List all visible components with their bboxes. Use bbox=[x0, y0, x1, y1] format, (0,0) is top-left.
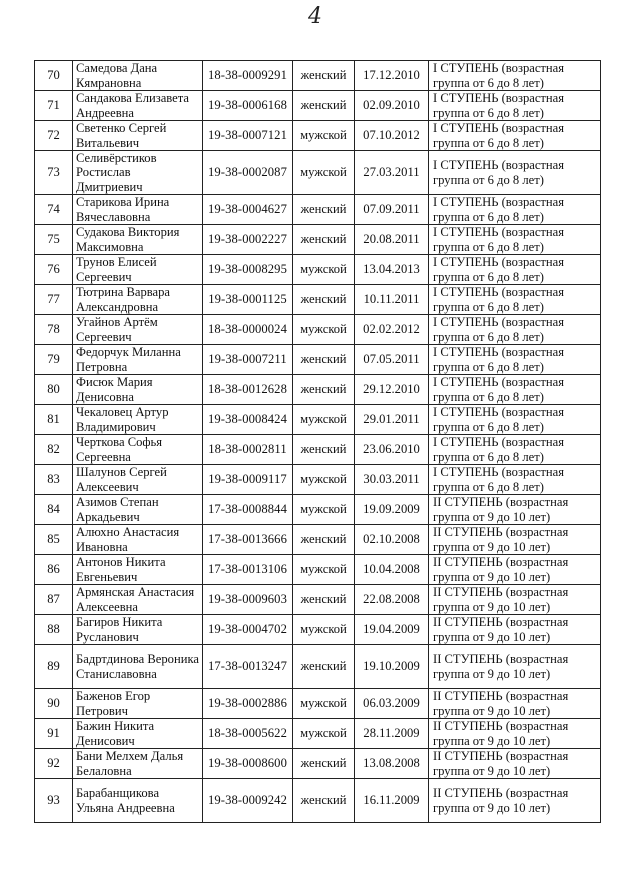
row-number-cell: 89 bbox=[35, 645, 73, 689]
table-row bbox=[35, 151, 601, 195]
gto-level-cell: II СТУПЕНЬ (возрастная группа от 9 до 10 лет) bbox=[429, 585, 601, 615]
gender-cell: женский bbox=[293, 645, 355, 689]
gender-cell: женский bbox=[293, 345, 355, 375]
row-number-cell: 71 bbox=[35, 91, 73, 121]
row-number-cell: 84 bbox=[35, 495, 73, 525]
participant-id-cell: 19-38-0007211 bbox=[203, 345, 293, 375]
row-number-cell: 91 bbox=[35, 719, 73, 749]
row-number-cell: 76 bbox=[35, 255, 73, 285]
participant-id-cell: 17-38-0013247 bbox=[203, 645, 293, 689]
participant-id-cell: 18-38-0005622 bbox=[203, 719, 293, 749]
full-name-cell: Селивёрстиков Ростислав Дмитриевич bbox=[73, 151, 203, 195]
participant-id-cell: 18-38-0002811 bbox=[203, 435, 293, 465]
gto-level-cell: I СТУПЕНЬ (возрастная группа от 6 до 8 лет) bbox=[429, 315, 601, 345]
gender-cell: женский bbox=[293, 195, 355, 225]
table-row bbox=[35, 285, 601, 315]
birth-date-cell: 23.06.2010 bbox=[355, 435, 429, 465]
row-number-cell: 77 bbox=[35, 285, 73, 315]
gto-level-cell: I СТУПЕНЬ (возрастная группа от 6 до 8 лет) bbox=[429, 225, 601, 255]
table-row bbox=[35, 585, 601, 615]
gender-cell: женский bbox=[293, 749, 355, 779]
gender-cell: женский bbox=[293, 779, 355, 823]
participant-id-cell: 19-38-0008600 bbox=[203, 749, 293, 779]
gto-level-cell: I СТУПЕНЬ (возрастная группа от 6 до 8 лет) bbox=[429, 151, 601, 195]
birth-date-cell: 29.01.2011 bbox=[355, 405, 429, 435]
participant-id-cell: 18-38-0012628 bbox=[203, 375, 293, 405]
birth-date-cell: 13.08.2008 bbox=[355, 749, 429, 779]
participant-id-cell: 19-38-0002227 bbox=[203, 225, 293, 255]
gender-cell: мужской bbox=[293, 689, 355, 719]
gender-cell: мужской bbox=[293, 615, 355, 645]
gender-cell: женский bbox=[293, 61, 355, 91]
gto-level-cell: II СТУПЕНЬ (возрастная группа от 9 до 10 лет) bbox=[429, 525, 601, 555]
full-name-cell: Алюхно Анастасия Ивановна bbox=[73, 525, 203, 555]
gto-level-cell: I СТУПЕНЬ (возрастная группа от 6 до 8 лет) bbox=[429, 195, 601, 225]
table-row bbox=[35, 525, 601, 555]
participant-id-cell: 19-38-0002087 bbox=[203, 151, 293, 195]
row-number-cell: 86 bbox=[35, 555, 73, 585]
gto-level-cell: I СТУПЕНЬ (возрастная группа от 6 до 8 лет) bbox=[429, 375, 601, 405]
row-number-cell: 83 bbox=[35, 465, 73, 495]
birth-date-cell: 28.11.2009 bbox=[355, 719, 429, 749]
table-row bbox=[35, 465, 601, 495]
participant-id-cell: 19-38-0008295 bbox=[203, 255, 293, 285]
row-number-cell: 87 bbox=[35, 585, 73, 615]
row-number-cell: 85 bbox=[35, 525, 73, 555]
birth-date-cell: 13.04.2013 bbox=[355, 255, 429, 285]
birth-date-cell: 17.12.2010 bbox=[355, 61, 429, 91]
full-name-cell: Азимов Степан Аркадьевич bbox=[73, 495, 203, 525]
gender-cell: женский bbox=[293, 91, 355, 121]
birth-date-cell: 16.11.2009 bbox=[355, 779, 429, 823]
table-row bbox=[35, 689, 601, 719]
gto-level-cell: I СТУПЕНЬ (возрастная группа от 6 до 8 лет) bbox=[429, 345, 601, 375]
gender-cell: мужской bbox=[293, 555, 355, 585]
participant-id-cell: 19-38-0006168 bbox=[203, 91, 293, 121]
full-name-cell: Бадртдинова Вероника Станиславовна bbox=[73, 645, 203, 689]
table-row bbox=[35, 255, 601, 285]
table-row bbox=[35, 315, 601, 345]
gender-cell: женский bbox=[293, 585, 355, 615]
row-number-cell: 74 bbox=[35, 195, 73, 225]
row-number-cell: 70 bbox=[35, 61, 73, 91]
row-number-cell: 73 bbox=[35, 151, 73, 195]
full-name-cell: Сандакова Елизавета Андреевна bbox=[73, 91, 203, 121]
full-name-cell: Тютрина Варвара Александровна bbox=[73, 285, 203, 315]
birth-date-cell: 02.10.2008 bbox=[355, 525, 429, 555]
participant-id-cell: 17-38-0013666 bbox=[203, 525, 293, 555]
full-name-cell: Светенко Сергей Витальевич bbox=[73, 121, 203, 151]
birth-date-cell: 27.03.2011 bbox=[355, 151, 429, 195]
birth-date-cell: 19.10.2009 bbox=[355, 645, 429, 689]
table-row bbox=[35, 779, 601, 823]
full-name-cell: Бажин Никита Денисович bbox=[73, 719, 203, 749]
participant-id-cell: 19-38-0009242 bbox=[203, 779, 293, 823]
full-name-cell: Багиров Никита Русланович bbox=[73, 615, 203, 645]
table-row bbox=[35, 435, 601, 465]
participant-id-cell: 17-38-0013106 bbox=[203, 555, 293, 585]
table-row bbox=[35, 61, 601, 91]
birth-date-cell: 22.08.2008 bbox=[355, 585, 429, 615]
table-row bbox=[35, 555, 601, 585]
full-name-cell: Федорчук Миланна Петровна bbox=[73, 345, 203, 375]
birth-date-cell: 07.05.2011 bbox=[355, 345, 429, 375]
birth-date-cell: 07.10.2012 bbox=[355, 121, 429, 151]
birth-date-cell: 02.02.2012 bbox=[355, 315, 429, 345]
row-number-cell: 82 bbox=[35, 435, 73, 465]
full-name-cell: Чекаловец Артур Владимирович bbox=[73, 405, 203, 435]
table-row bbox=[35, 495, 601, 525]
full-name-cell: Шалунов Сергей Алексеевич bbox=[73, 465, 203, 495]
page-number: 4 bbox=[308, 4, 322, 29]
birth-date-cell: 19.09.2009 bbox=[355, 495, 429, 525]
full-name-cell: Армянская Анастасия Алексеевна bbox=[73, 585, 203, 615]
gender-cell: мужской bbox=[293, 151, 355, 195]
full-name-cell: Антонов Никита Евгеньевич bbox=[73, 555, 203, 585]
participant-id-cell: 18-38-0000024 bbox=[203, 315, 293, 345]
participant-id-cell: 19-38-0004627 bbox=[203, 195, 293, 225]
gto-level-cell: I СТУПЕНЬ (возрастная группа от 6 до 8 лет) bbox=[429, 91, 601, 121]
table-row bbox=[35, 405, 601, 435]
gto-level-cell: I СТУПЕНЬ (возрастная группа от 6 до 8 лет) bbox=[429, 435, 601, 465]
table-row bbox=[35, 121, 601, 151]
full-name-cell: Фисюк Мария Денисовна bbox=[73, 375, 203, 405]
table-row bbox=[35, 91, 601, 121]
row-number-cell: 75 bbox=[35, 225, 73, 255]
row-number-cell: 79 bbox=[35, 345, 73, 375]
table-row bbox=[35, 375, 601, 405]
birth-date-cell: 19.04.2009 bbox=[355, 615, 429, 645]
gender-cell: мужской bbox=[293, 405, 355, 435]
participant-id-cell: 19-38-0008424 bbox=[203, 405, 293, 435]
participant-id-cell: 17-38-0008844 bbox=[203, 495, 293, 525]
birth-date-cell: 10.11.2011 bbox=[355, 285, 429, 315]
gender-cell: женский bbox=[293, 375, 355, 405]
gender-cell: мужской bbox=[293, 315, 355, 345]
participant-id-cell: 19-38-0002886 bbox=[203, 689, 293, 719]
birth-date-cell: 06.03.2009 bbox=[355, 689, 429, 719]
table-body bbox=[35, 61, 601, 823]
full-name-cell: Барабанщикова Ульяна Андреевна bbox=[73, 779, 203, 823]
gender-cell: мужской bbox=[293, 465, 355, 495]
full-name-cell: Угайнов Артём Сергеевич bbox=[73, 315, 203, 345]
row-number-cell: 93 bbox=[35, 779, 73, 823]
gto-level-cell: I СТУПЕНЬ (возрастная группа от 6 до 8 лет) bbox=[429, 255, 601, 285]
gender-cell: женский bbox=[293, 285, 355, 315]
birth-date-cell: 29.12.2010 bbox=[355, 375, 429, 405]
participant-id-cell: 19-38-0004702 bbox=[203, 615, 293, 645]
gender-cell: мужской bbox=[293, 121, 355, 151]
gto-level-cell: II СТУПЕНЬ (возрастная группа от 9 до 10 лет) bbox=[429, 749, 601, 779]
birth-date-cell: 30.03.2011 bbox=[355, 465, 429, 495]
gto-level-cell: I СТУПЕНЬ (возрастная группа от 6 до 8 лет) bbox=[429, 61, 601, 91]
gender-cell: женский bbox=[293, 435, 355, 465]
gto-level-cell: II СТУПЕНЬ (возрастная группа от 9 до 10 лет) bbox=[429, 555, 601, 585]
gender-cell: женский bbox=[293, 225, 355, 255]
participant-id-cell: 18-38-0009291 bbox=[203, 61, 293, 91]
gto-level-cell: II СТУПЕНЬ (возрастная группа от 9 до 10 лет) bbox=[429, 689, 601, 719]
participant-id-cell: 19-38-0009603 bbox=[203, 585, 293, 615]
participant-id-cell: 19-38-0007121 bbox=[203, 121, 293, 151]
gender-cell: женский bbox=[293, 525, 355, 555]
gto-level-cell: II СТУПЕНЬ (возрастная группа от 9 до 10 лет) bbox=[429, 615, 601, 645]
full-name-cell: Судакова Виктория Максимовна bbox=[73, 225, 203, 255]
gender-cell: мужской bbox=[293, 255, 355, 285]
birth-date-cell: 02.09.2010 bbox=[355, 91, 429, 121]
gto-level-cell: II СТУПЕНЬ (возрастная группа от 9 до 10 лет) bbox=[429, 779, 601, 823]
participant-id-cell: 19-38-0001125 bbox=[203, 285, 293, 315]
full-name-cell: Старикова Ирина Вячеславовна bbox=[73, 195, 203, 225]
full-name-cell: Трунов Елисей Сергеевич bbox=[73, 255, 203, 285]
participants-table bbox=[34, 60, 601, 823]
table-row bbox=[35, 225, 601, 255]
row-number-cell: 81 bbox=[35, 405, 73, 435]
full-name-cell: Черткова Софья Сергеевна bbox=[73, 435, 203, 465]
gto-level-cell: I СТУПЕНЬ (возрастная группа от 6 до 8 лет) bbox=[429, 285, 601, 315]
gto-level-cell: I СТУПЕНЬ (возрастная группа от 6 до 8 лет) bbox=[429, 405, 601, 435]
gto-level-cell: II СТУПЕНЬ (возрастная группа от 9 до 10 лет) bbox=[429, 719, 601, 749]
birth-date-cell: 07.09.2011 bbox=[355, 195, 429, 225]
table-row bbox=[35, 645, 601, 689]
full-name-cell: Самедова Дана Кямрановна bbox=[73, 61, 203, 91]
birth-date-cell: 10.04.2008 bbox=[355, 555, 429, 585]
participant-id-cell: 19-38-0009117 bbox=[203, 465, 293, 495]
row-number-cell: 92 bbox=[35, 749, 73, 779]
table-row bbox=[35, 615, 601, 645]
full-name-cell: Бани Мелхем Далья Белаловна bbox=[73, 749, 203, 779]
gto-level-cell: II СТУПЕНЬ (возрастная группа от 9 до 10 лет) bbox=[429, 495, 601, 525]
gender-cell: мужской bbox=[293, 719, 355, 749]
row-number-cell: 78 bbox=[35, 315, 73, 345]
row-number-cell: 80 bbox=[35, 375, 73, 405]
row-number-cell: 88 bbox=[35, 615, 73, 645]
table-row bbox=[35, 749, 601, 779]
birth-date-cell: 20.08.2011 bbox=[355, 225, 429, 255]
gto-level-cell: I СТУПЕНЬ (возрастная группа от 6 до 8 лет) bbox=[429, 465, 601, 495]
table-row bbox=[35, 719, 601, 749]
full-name-cell: Баженов Егор Петрович bbox=[73, 689, 203, 719]
gto-level-cell: II СТУПЕНЬ (возрастная группа от 9 до 10 лет) bbox=[429, 645, 601, 689]
gender-cell: мужской bbox=[293, 495, 355, 525]
gto-level-cell: I СТУПЕНЬ (возрастная группа от 6 до 8 лет) bbox=[429, 121, 601, 151]
table-row bbox=[35, 345, 601, 375]
table-row bbox=[35, 195, 601, 225]
row-number-cell: 90 bbox=[35, 689, 73, 719]
row-number-cell: 72 bbox=[35, 121, 73, 151]
